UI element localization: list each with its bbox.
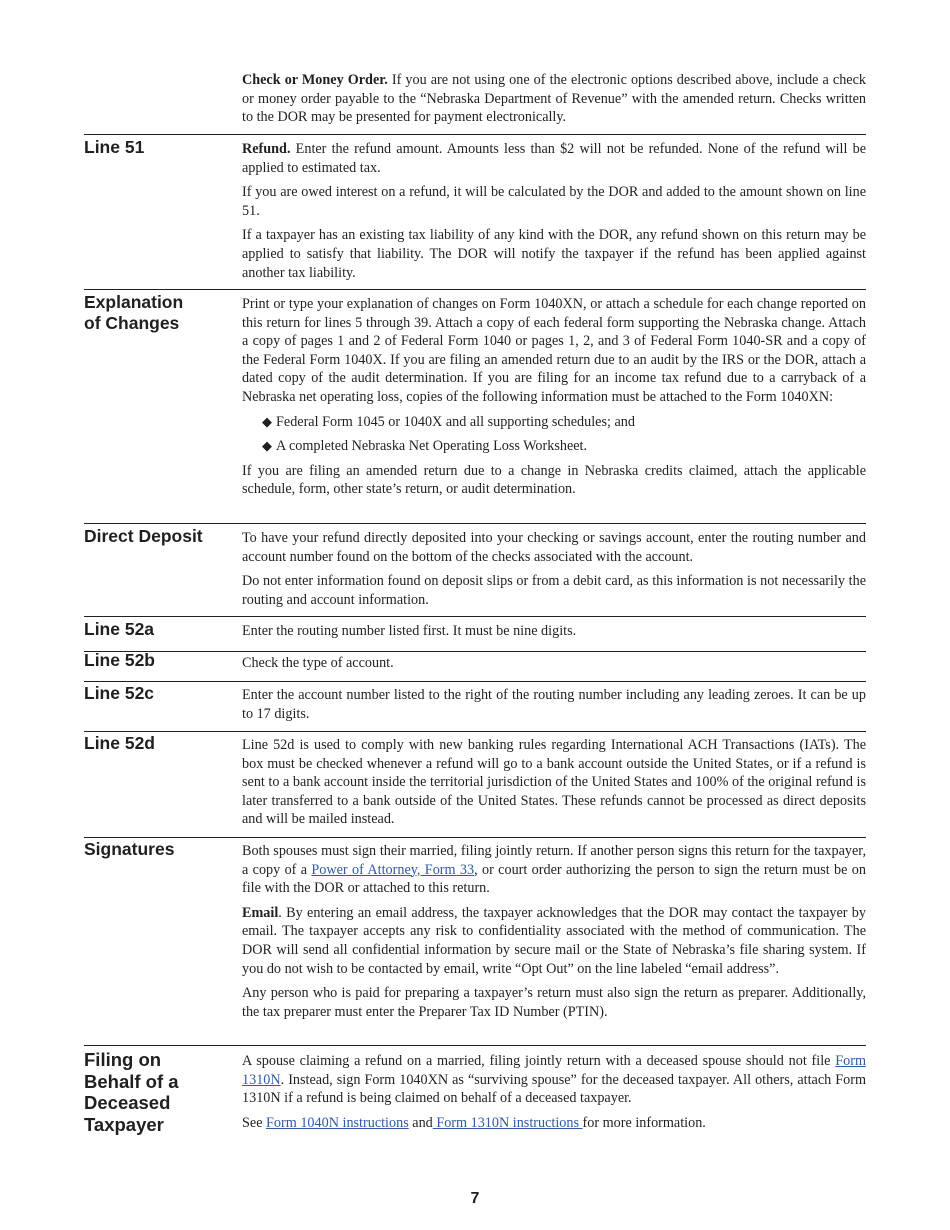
text-span: See [242,1114,267,1131]
section-content [242,295,866,499]
text-span: Both spouses must sign their married, filing jointly return. If another person signs this return for the taxpayer, a copy of a [242,843,866,878]
paragraph [242,1052,866,1108]
form-1310n-link[interactable]: Form 1310N [242,1053,866,1088]
section-label: Line 52a [84,619,155,639]
bullet-text: Federal Form 1045 or 1040X and all supporting schedules; and [276,413,635,430]
paragraph: To have your refund directly deposited into your checking or savings account, enter the routing number and account number found on the bottom of the checks associated with the account. [242,530,866,565]
page-number: 7 [470,1190,480,1207]
section-label: Explanation of Changes [84,292,184,333]
diamond-bullet-icon: ◆ [262,413,272,429]
refund-heading: Refund. [242,141,291,157]
section-line-52c [84,683,866,729]
section-content [242,842,866,1021]
section-content [242,140,866,282]
section-label: Signatures [84,839,175,859]
text-span: . Instead, sign Form 1040XN as “surviving spouse” for the deceased taxpayer. All others, attach Form 1310N if a refund is being claimed on behalf of a deceased taxpayer. [242,1071,866,1107]
paragraph: If a taxpayer has an existing tax liability of any kind with the DOR, any refund shown on this return may be applied to satisfy that liability. The DOR will notify the taxpayer if the refund has been applied against another tax liability. [242,227,866,281]
bullet-text: A completed Nebraska Net Operating Loss Worksheet. [276,438,588,455]
paragraph: Enter the routing number listed first. It must be nine digits. [242,623,577,639]
text-span: , or court order authorizing the person to sign the return must be on file with the DOR or attached to this return. [242,861,866,897]
section-line-52b [84,650,866,679]
text-span: and [408,1114,433,1131]
paragraph: Any person who is paid for preparing a taxpayer’s return must also sign the return as preparer. Additionally, the tax preparer must enter the Preparer Tax ID Number (PTIN). [242,985,866,1020]
bullet-item [242,413,866,432]
section-content [242,736,866,829]
section-divider [84,731,866,732]
section-label: Filing on Behalf of a Deceased Taxpayer [84,1049,179,1135]
paragraph: Print or type your explanation of changes on Form 1040XN, or attach a schedule for each change reported on this return for lines 5 through 39. Attach a copy of each federal form supporting the Nebraska change. Attach a copy of pages 1 and 2 of Federal Form 1040 or pages 1, 2, and 3 of Federal Form 1040-SR and a copy of the Federal Form 1040X. If you are filing an amended return due to an audit by the IRS or the DOR, attach a dated copy of the audit determination. If you are filing for an income tax refund due to a carryback of a Nebraska net operating loss, copies of the following information must be attached to the Form 1040XN: [242,296,866,405]
section-label: Line 52c [84,683,155,703]
paragraph [242,904,866,978]
section-label: Line 51 [84,137,145,157]
section-direct-deposit [84,526,866,614]
check-money-order-heading: Check or Money Order. [242,72,388,88]
section-signatures [84,839,866,1044]
section-label: Direct Deposit [84,526,203,546]
section-label: Line 52d [84,733,155,753]
text-span: for more information. [582,1114,706,1131]
section-deceased-taxpayer [84,1049,866,1144]
section-content [242,529,866,609]
diamond-bullet-icon: ◆ [262,438,272,454]
text-span: A spouse claiming a refund on a married, filing jointly return with a deceased spouse should not file [242,1053,836,1069]
section-content [242,654,866,673]
form-1310n-instructions-link[interactable]: Form 1310N instructions [432,1114,583,1131]
paragraph: If you are filing an amended return due to a change in Nebraska credits claimed, attach the applicable schedule, form, other state’s return, or audit determination. [242,462,866,498]
bullet-item [242,437,866,456]
email-text: . By entering an email address, the taxpayer acknowledges that the DOR may contact the taxpayer by email. The taxpayer accepts any risk to confidentiality associated with the method of communication. The DOR will send all confidential information by secure mail or the State of Nebraska’s file sharing system. If you do not wish to be contacted by email, write “Opt Out” on the line labeled “email address”. [242,904,866,977]
check-money-order-text: If you are not using one of the electronic options described above, include a check or money order payable to the “Nebraska Department of Revenue” with the amended return. Checks written to the DOR may be presented for payment electronically. [242,72,866,126]
paragraph [242,842,866,898]
section-line-52d [84,733,866,835]
section-content [242,686,866,723]
section-explanation-of-changes [84,292,866,522]
paragraph [242,1114,866,1133]
section-line-51 [84,137,866,287]
paragraph: Enter the account number listed to the right of the routing number including any leading zeroes. It can be up to 17 digits. [242,687,866,722]
power-of-attorney-link[interactable]: Power of Attorney, Form 33 [311,861,475,878]
paragraph: Check the type of account. [242,655,394,671]
section-divider [84,837,866,838]
paragraph: Line 52d is used to comply with new banking rules regarding International ACH Transactions (IATs). The box must be checked whenever a refund will go to a bank account outside the United States, or if a refund is sent to a bank account inside the territorial jurisdiction of the United States and 100% of the original refund is later transferred to a bank outside of the United States. These refunds cannot be processed as direct deposits and will be mailed instead. [242,737,866,828]
check-money-order-paragraph [242,71,866,127]
section-divider [84,616,866,617]
refund-text: Enter the refund amount. Amounts less than $2 will not be refunded. None of the refund will be applied to estimated tax. [242,141,866,176]
paragraph: Do not enter information found on deposit slips or from a debit card, as this information is not necessarily the routing and account information. [242,573,866,608]
section-label: Line 52b [84,650,155,670]
section-divider [84,289,866,290]
section-line-52a [84,619,866,649]
section-divider [84,1045,866,1046]
section-divider [84,681,866,682]
paragraph: If you are owed interest on a refund, it will be calculated by the DOR and added to the amount shown on line 51. [242,184,866,219]
email-heading: Email [242,904,279,921]
section-divider [84,523,866,524]
form-1040n-instructions-link[interactable]: Form 1040N instructions [266,1114,409,1131]
section-divider [84,134,866,135]
section-content [242,1052,866,1132]
section-content [242,622,866,641]
